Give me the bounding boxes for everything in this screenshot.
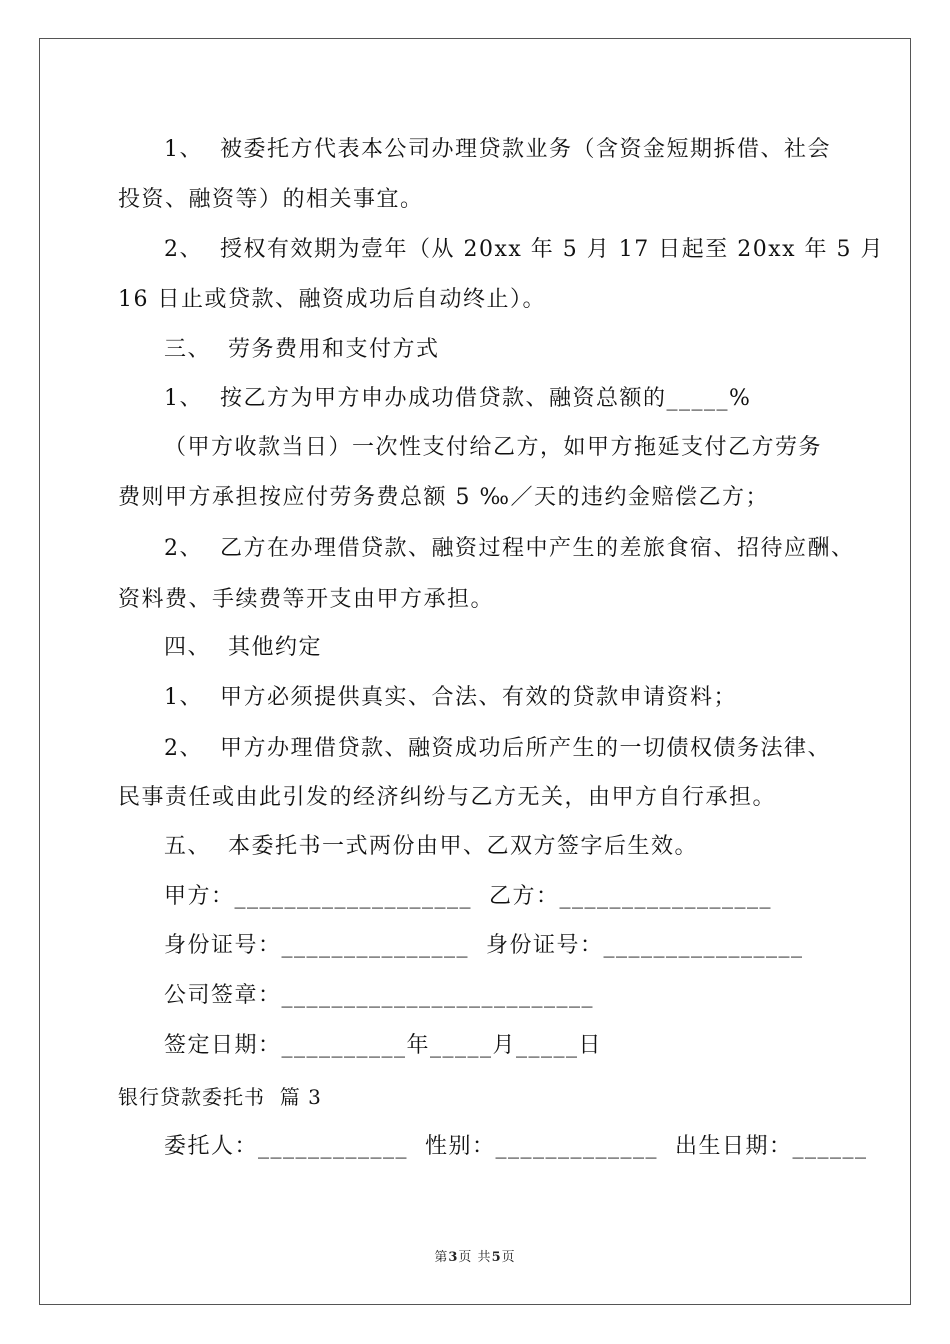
clause-text: 民事责任或由此引发的经济纠纷与乙方无关，由甲方自行承担。 bbox=[118, 785, 777, 810]
clause-text: 2、 授权有效期为壹年（从 20xx 年 5 月 17 日起至 20xx 年 5 月 bbox=[164, 237, 885, 262]
signature-line-parties: 甲方：___________________ 乙方：_________________ bbox=[164, 884, 772, 909]
clause-text: 2、 甲方办理借贷款、融资成功后所产生的一切债权债务法律、 bbox=[164, 736, 831, 761]
footer-page-mid: 页 共 bbox=[458, 1250, 492, 1265]
clause-text: 1、 按乙方为甲方申办成功借贷款、融资总额的_____% bbox=[164, 386, 752, 411]
signature-line-seal: 公司签章：_________________________ bbox=[164, 983, 595, 1008]
footer-page-prefix: 第 bbox=[434, 1250, 449, 1265]
section-heading: 四、 其他约定 bbox=[164, 635, 322, 660]
clause-text: 投资、融资等）的相关事宜。 bbox=[118, 187, 424, 212]
footer-page-suffix: 页 bbox=[501, 1250, 516, 1265]
page-footer bbox=[0, 1250, 950, 1266]
footer-page-total: 5 bbox=[491, 1250, 502, 1265]
signature-line-date: 签定日期：__________年_____月_____日 bbox=[164, 1033, 603, 1058]
page-border bbox=[39, 38, 911, 1305]
section-heading: 五、 本委托书一式两份由甲、乙双方签字后生效。 bbox=[164, 834, 698, 859]
clause-text: 1、 甲方必须提供真实、合法、有效的贷款申请资料； bbox=[164, 685, 737, 710]
clause-text: 2、 乙方在办理借贷款、融资过程中产生的差旅食宿、招待应酬、 bbox=[164, 536, 855, 561]
section-heading: 三、 劳务费用和支付方式 bbox=[164, 337, 440, 362]
clause-text: （甲方收款当日）一次性支付给乙方，如甲方拖延支付乙方劳务 bbox=[164, 435, 823, 460]
footer-page-number: 3 bbox=[448, 1250, 459, 1265]
signature-line-id: 身份证号：_______________ 身份证号：________________ bbox=[164, 933, 804, 958]
clause-text: 1、 被委托方代表本公司办理贷款业务（含资金短期拆借、社会 bbox=[164, 137, 831, 162]
clause-text: 资料费、手续费等开支由甲方承担。 bbox=[118, 587, 495, 612]
document-subtitle: 银行贷款委托书 篇 3 bbox=[118, 1085, 322, 1109]
principal-info-line: 委托人：____________ 性别：_____________ 出生日期：______ bbox=[164, 1134, 868, 1159]
clause-text: 16 日止或贷款、融资成功后自动终止）。 bbox=[118, 287, 546, 312]
clause-text: 费则甲方承担按应付劳务费总额 5 ‰／天的违约金赔偿乙方； bbox=[118, 485, 770, 510]
